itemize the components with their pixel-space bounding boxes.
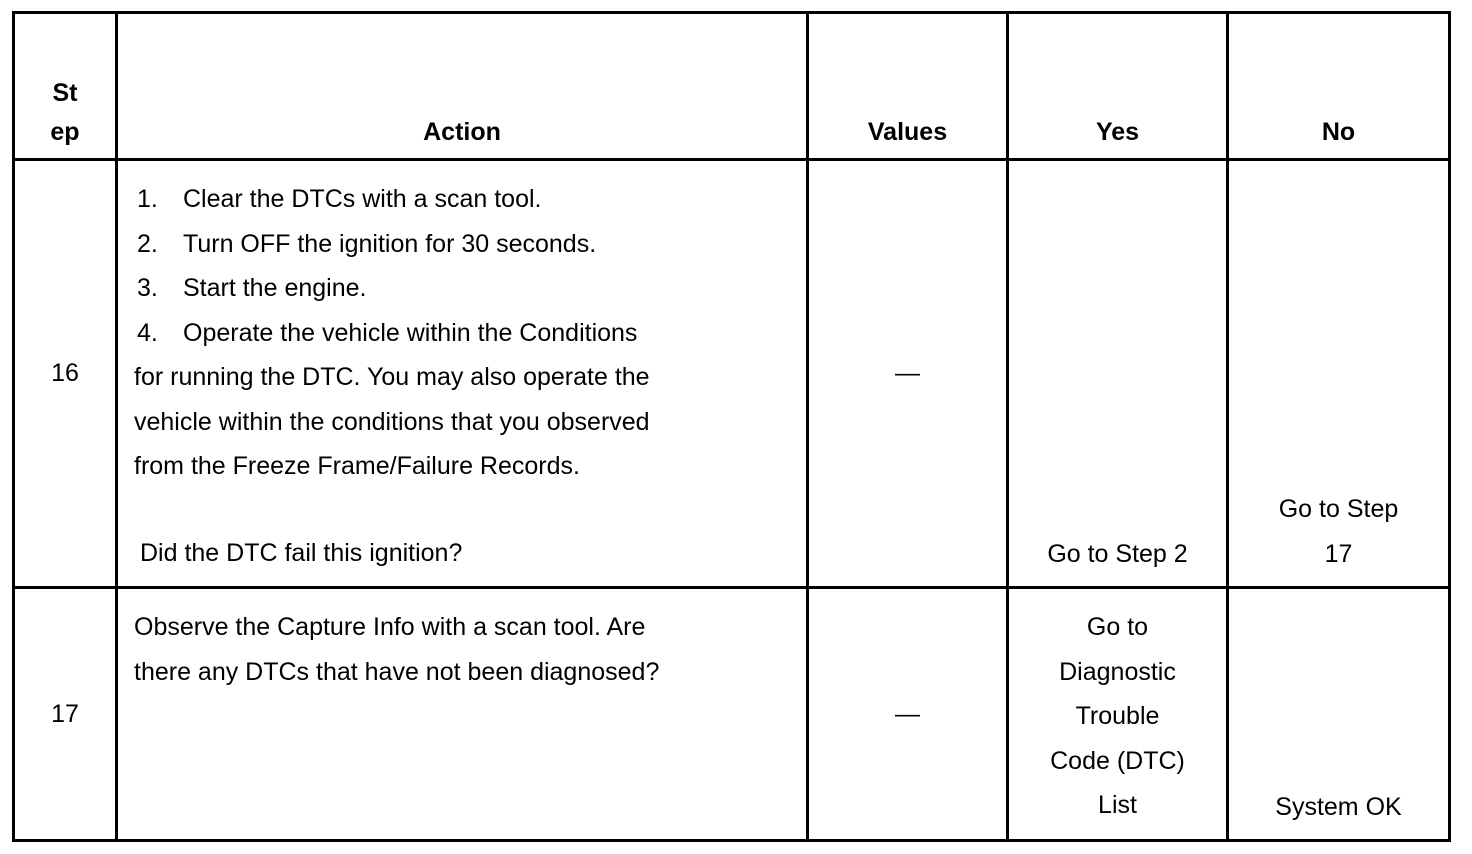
yes-cell-line: Code (DTC) — [1050, 746, 1185, 775]
action-list-item: 4. Operate the vehicle within the Conditions — [137, 318, 638, 347]
header-step — [14, 13, 117, 160]
header-action: Action — [117, 13, 808, 160]
values-cell: — — [808, 588, 1008, 841]
yes-cell-line: Trouble — [1075, 702, 1160, 730]
action-question: Did the DTC fail this ignition? — [140, 538, 463, 567]
no-cell — [1228, 160, 1450, 588]
table-header-row — [14, 13, 1450, 160]
diagnostic-table — [12, 11, 1451, 842]
yes-cell — [1008, 588, 1228, 841]
action-cell — [117, 160, 808, 588]
no-cell-line: Go to Step — [1278, 495, 1399, 523]
action-list-item: 1. Clear the DTCs with a scan tool. — [137, 185, 542, 213]
action-continuation-line: for running the DTC. You may also operate the — [134, 363, 650, 391]
action-list-item: 2. Turn OFF the ignition for 30 seconds. — [137, 229, 597, 258]
header-no: No — [1228, 13, 1450, 160]
action-line: there any DTCs that have not been diagnosed? — [134, 657, 660, 686]
yes-cell: Go to Step 2 — [1008, 160, 1228, 588]
step-number: 16 — [14, 160, 117, 588]
step-number: 17 — [14, 588, 117, 841]
yes-cell-line: Diagnostic — [1059, 657, 1176, 686]
header-values: Values — [808, 13, 1008, 160]
header-yes: Yes — [1008, 13, 1228, 160]
yes-cell-line: List — [1098, 791, 1137, 819]
table-row — [14, 160, 1450, 588]
action-continuation-line: vehicle within the conditions that you observed — [134, 407, 650, 436]
header-step-line1: St — [52, 79, 78, 107]
action-continuation-line: from the Freeze Frame/Failure Records. — [134, 452, 580, 480]
action-cell — [117, 588, 808, 841]
action-line: Observe the Capture Info with a scan tool. Are — [134, 613, 646, 641]
values-cell: — — [808, 160, 1008, 588]
header-step-line2: ep — [50, 118, 80, 146]
action-list-item: 3. Start the engine. — [137, 274, 367, 302]
no-cell-line: 17 — [1324, 539, 1353, 568]
yes-cell-line: Go to — [1086, 613, 1149, 641]
no-cell: System OK — [1228, 588, 1450, 841]
table-row — [14, 588, 1450, 841]
